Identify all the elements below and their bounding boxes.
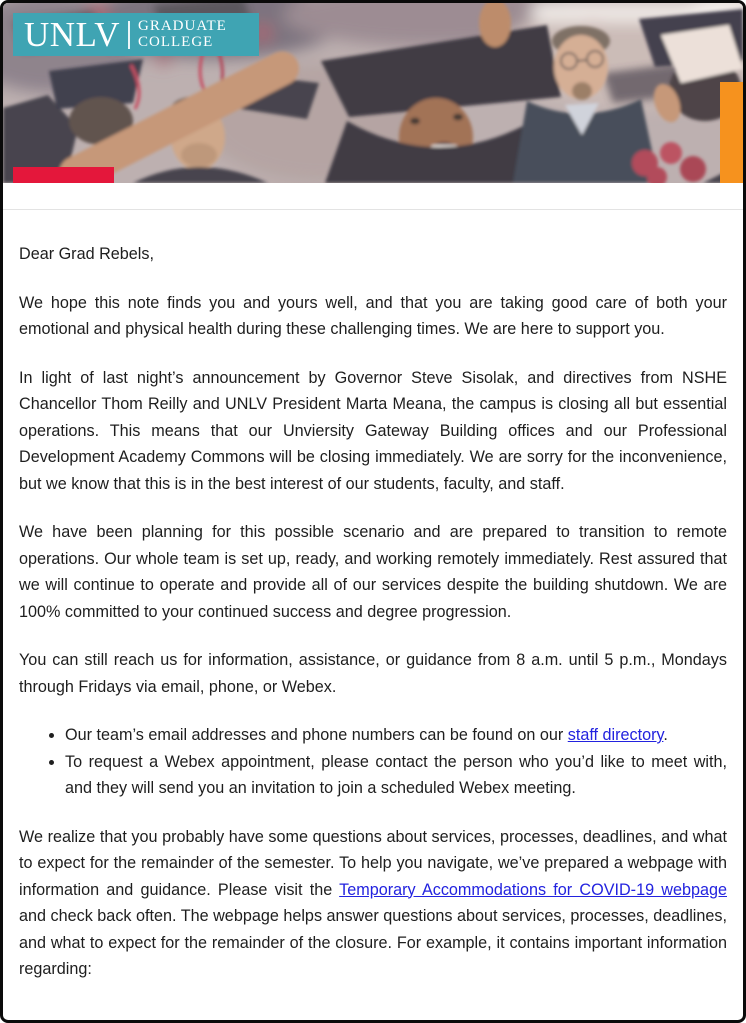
webpage-info-post-text: and check back often. The webpage helps answer questions about services, processes, deadlines, and what to expect for the remainder of the closure. For example, it contains important information regarding: [19, 907, 727, 978]
bullet-staff-directory [65, 722, 727, 749]
paragraph-remote-operations: We have been planning for this possible scenario and are prepared to transition to remote operations. Our whole team is set up, ready, and working remotely immediately. Rest assured that we will continue to operate and provide all of our services despite the building shutdown. We are 100% committed to your continued success and degree progression. [19, 523, 727, 621]
logo-unit-line2: COLLEGE [138, 33, 214, 50]
covid-webpage-link[interactable]: Temporary Accommodations for COVID-19 webpage [339, 880, 727, 899]
email-body [3, 210, 743, 1003]
header-photo [3, 3, 743, 183]
logo-brand-text: UNLV [24, 15, 120, 54]
paragraph-webpage-info [19, 824, 727, 983]
bullet-staff-directory-period: . [663, 726, 668, 744]
orange-accent-bar [720, 82, 743, 183]
red-accent-bar [13, 167, 114, 183]
paragraph-contact-hours: You can still reach us for information, assistance, or guidance from 8 a.m. until 5 p.m., Mondays through Fridays via email, phone, or Webex. [19, 651, 727, 696]
webpage-info-pre-text: We realize that you probably have some questions about services, processes, deadlines, and what to expect for the remainder of the semester. To help you navigate, we’ve prepared a webpage with information and guidance. Please visit the [19, 827, 727, 899]
logo-divider [128, 21, 130, 49]
greeting-text: Dear Grad Rebels, [19, 245, 154, 263]
unlv-graduate-college-logo[interactable] [13, 13, 259, 56]
contact-options-list [19, 722, 727, 802]
paragraph-wellbeing: We hope this note finds you and yours well, and that you are taking good care of both your emotional and physical health during these challenging times. We are here to support you. [19, 293, 727, 338]
staff-directory-link[interactable]: staff directory [567, 726, 664, 744]
paragraph-closure-announcement: In light of last night’s announcement by Governor Steve Sisolak, and directives from NSHE Chancellor Thom Reilly and UNLV President Marta Meana, the campus is closing all but essential operations. This means that our Unviersity Gateway Building offices and our Professional Development Academy Commons will be closing immediately. We are sorry for the inconvenience, but we know that this is in the best interest of our students, faculty, and staff. [19, 368, 727, 493]
logo-unit-text [138, 19, 227, 51]
logo-unit-line1: GRADUATE [138, 17, 227, 34]
bullet-webex-appointment: • To request a Webex appointment, please contact the person who you’d like to meet with, and they will send you an invitation to join a scheduled Webex meeting. [65, 749, 727, 802]
bullet-staff-directory-text: Our team’s email addresses and phone numbers can be found on our [65, 726, 568, 744]
